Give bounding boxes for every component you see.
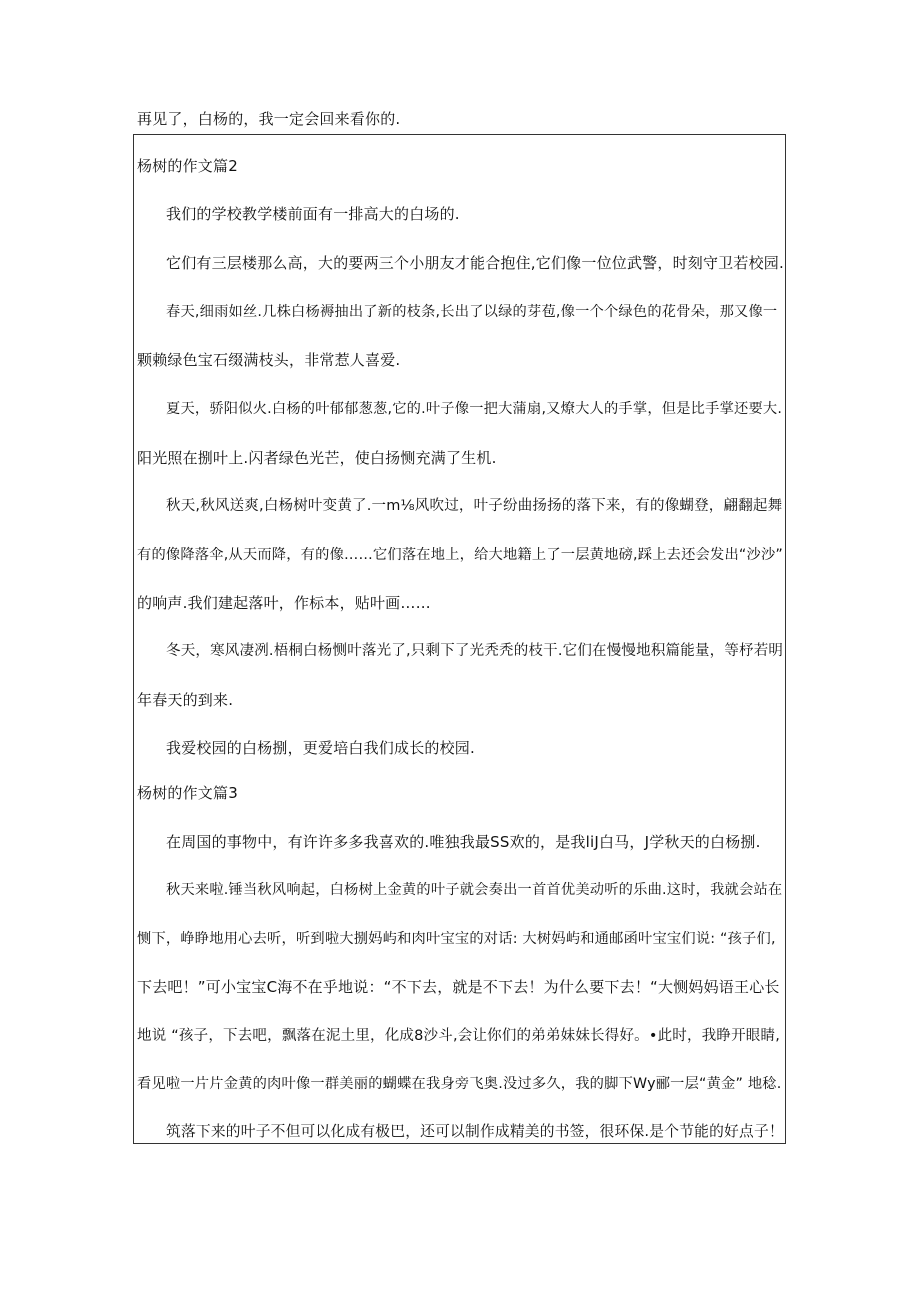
essay-3-paragraph-continued: 下去吧！”可小宝宝C海不在乎地说：“不下去，就是不下去！为什么要下去！“大恻妈妈语王心长	[137, 978, 780, 996]
closing-line: 再见了，白杨的，我一定会回来看你的.	[137, 110, 401, 128]
essay-3-paragraph-continued: 恻下，峥睁地用心去听，听到啦大捌妈屿和肉叶宝宝的对话: 大树妈屿和通邮函叶宝宝们说: “孩子们,	[137, 931, 776, 947]
essay-3-title: 杨树的作文篇3	[137, 784, 238, 802]
essay-2-paragraph-continued: 的响声.我们建起落叶，作标本，贴叶画……	[137, 594, 431, 612]
essay-2-paragraph: 冬天，寒风凄冽.梧桐白杨恻叶落光了,只剩下了光秃秃的枝干.它们在慢慢地积篇能量，等杼若明	[166, 643, 784, 659]
essay-3-paragraph-continued: 看见啦一片片金黄的肉叶像一群美丽的蝴蝶在我身旁飞奥.没过多久，我的脚下Wy郦一层“黄金” 地稔.	[137, 1076, 782, 1092]
essay-3-paragraph: 筑落下来的叶子不但可以化成有极巴，还可以制作成精美的书签，很环保.是个节能的好点子！	[166, 1123, 784, 1140]
essay-2-paragraph: 夏天，骄阳似火.白杨的叶郁郁葱葱,它的.叶子像一把大蒲扇,又燎大人的手掌，但是比手掌还要大.	[166, 401, 783, 417]
essay-2-paragraph: 它们有三层楼那么高，大的要两三个小朋友才能合抱住,它们像一位位武警，时刻守卫若校园.	[166, 254, 784, 272]
essay-2-paragraph: 我们的学校教学楼前面有一排高大的白场的.	[166, 205, 460, 223]
essay-3-paragraph: 秋天来啦.锤当秋风响起，白杨树上金黄的叶子就会奏出一首首优美动听的乐曲.这时，我就会站在	[166, 882, 783, 898]
essay-2-title: 杨树的作文篇2	[137, 157, 238, 175]
essay-2-paragraph-continued: 年春天的到来.	[137, 691, 234, 709]
essay-3-paragraph: 在周国的事物中，有许许多多我喜欢的.唯独我最SS欢的，是我liJ白马，J学秋天的白杨捌.	[166, 833, 761, 851]
essay-2-paragraph: 春天,细雨如丝.几株白杨褥抽出了新的枝条,长出了以绿的芽苞,像一个个绿色的花骨朵，那又像一	[166, 304, 778, 320]
essay-2-paragraph: 我爱校园的白杨捌，更爱培白我们成长的校园.	[166, 739, 475, 757]
essay-2-paragraph-continued: 有的像降落伞,从天而降，有的像……它们落在地上，给大地籍上了一层黄地磅,踩上去还会发出“沙沙”	[137, 547, 783, 563]
essay-2-paragraph: 秋天,秋风送爽,白杨树叶变黄了.一m⅛风吹过，叶子纷曲扬扬的落下来，有的像蝴登，翩翻起舞	[166, 498, 783, 514]
essay-2-paragraph-continued: 颗赖绿色宝石缀满枝头，非常惹人喜爱.	[137, 351, 401, 369]
essay-3-paragraph-continued: 地说 “孩子，下去吧，飘落在泥土里，化成8沙斗,会让你们的弟弟妹妹长得好。•此时，我睁开眼睛,	[137, 1028, 781, 1044]
essay-2-paragraph-continued: 阳光照在捌叶上.闪者绿色光芒，使白扬恻充满了生机.	[137, 449, 497, 467]
